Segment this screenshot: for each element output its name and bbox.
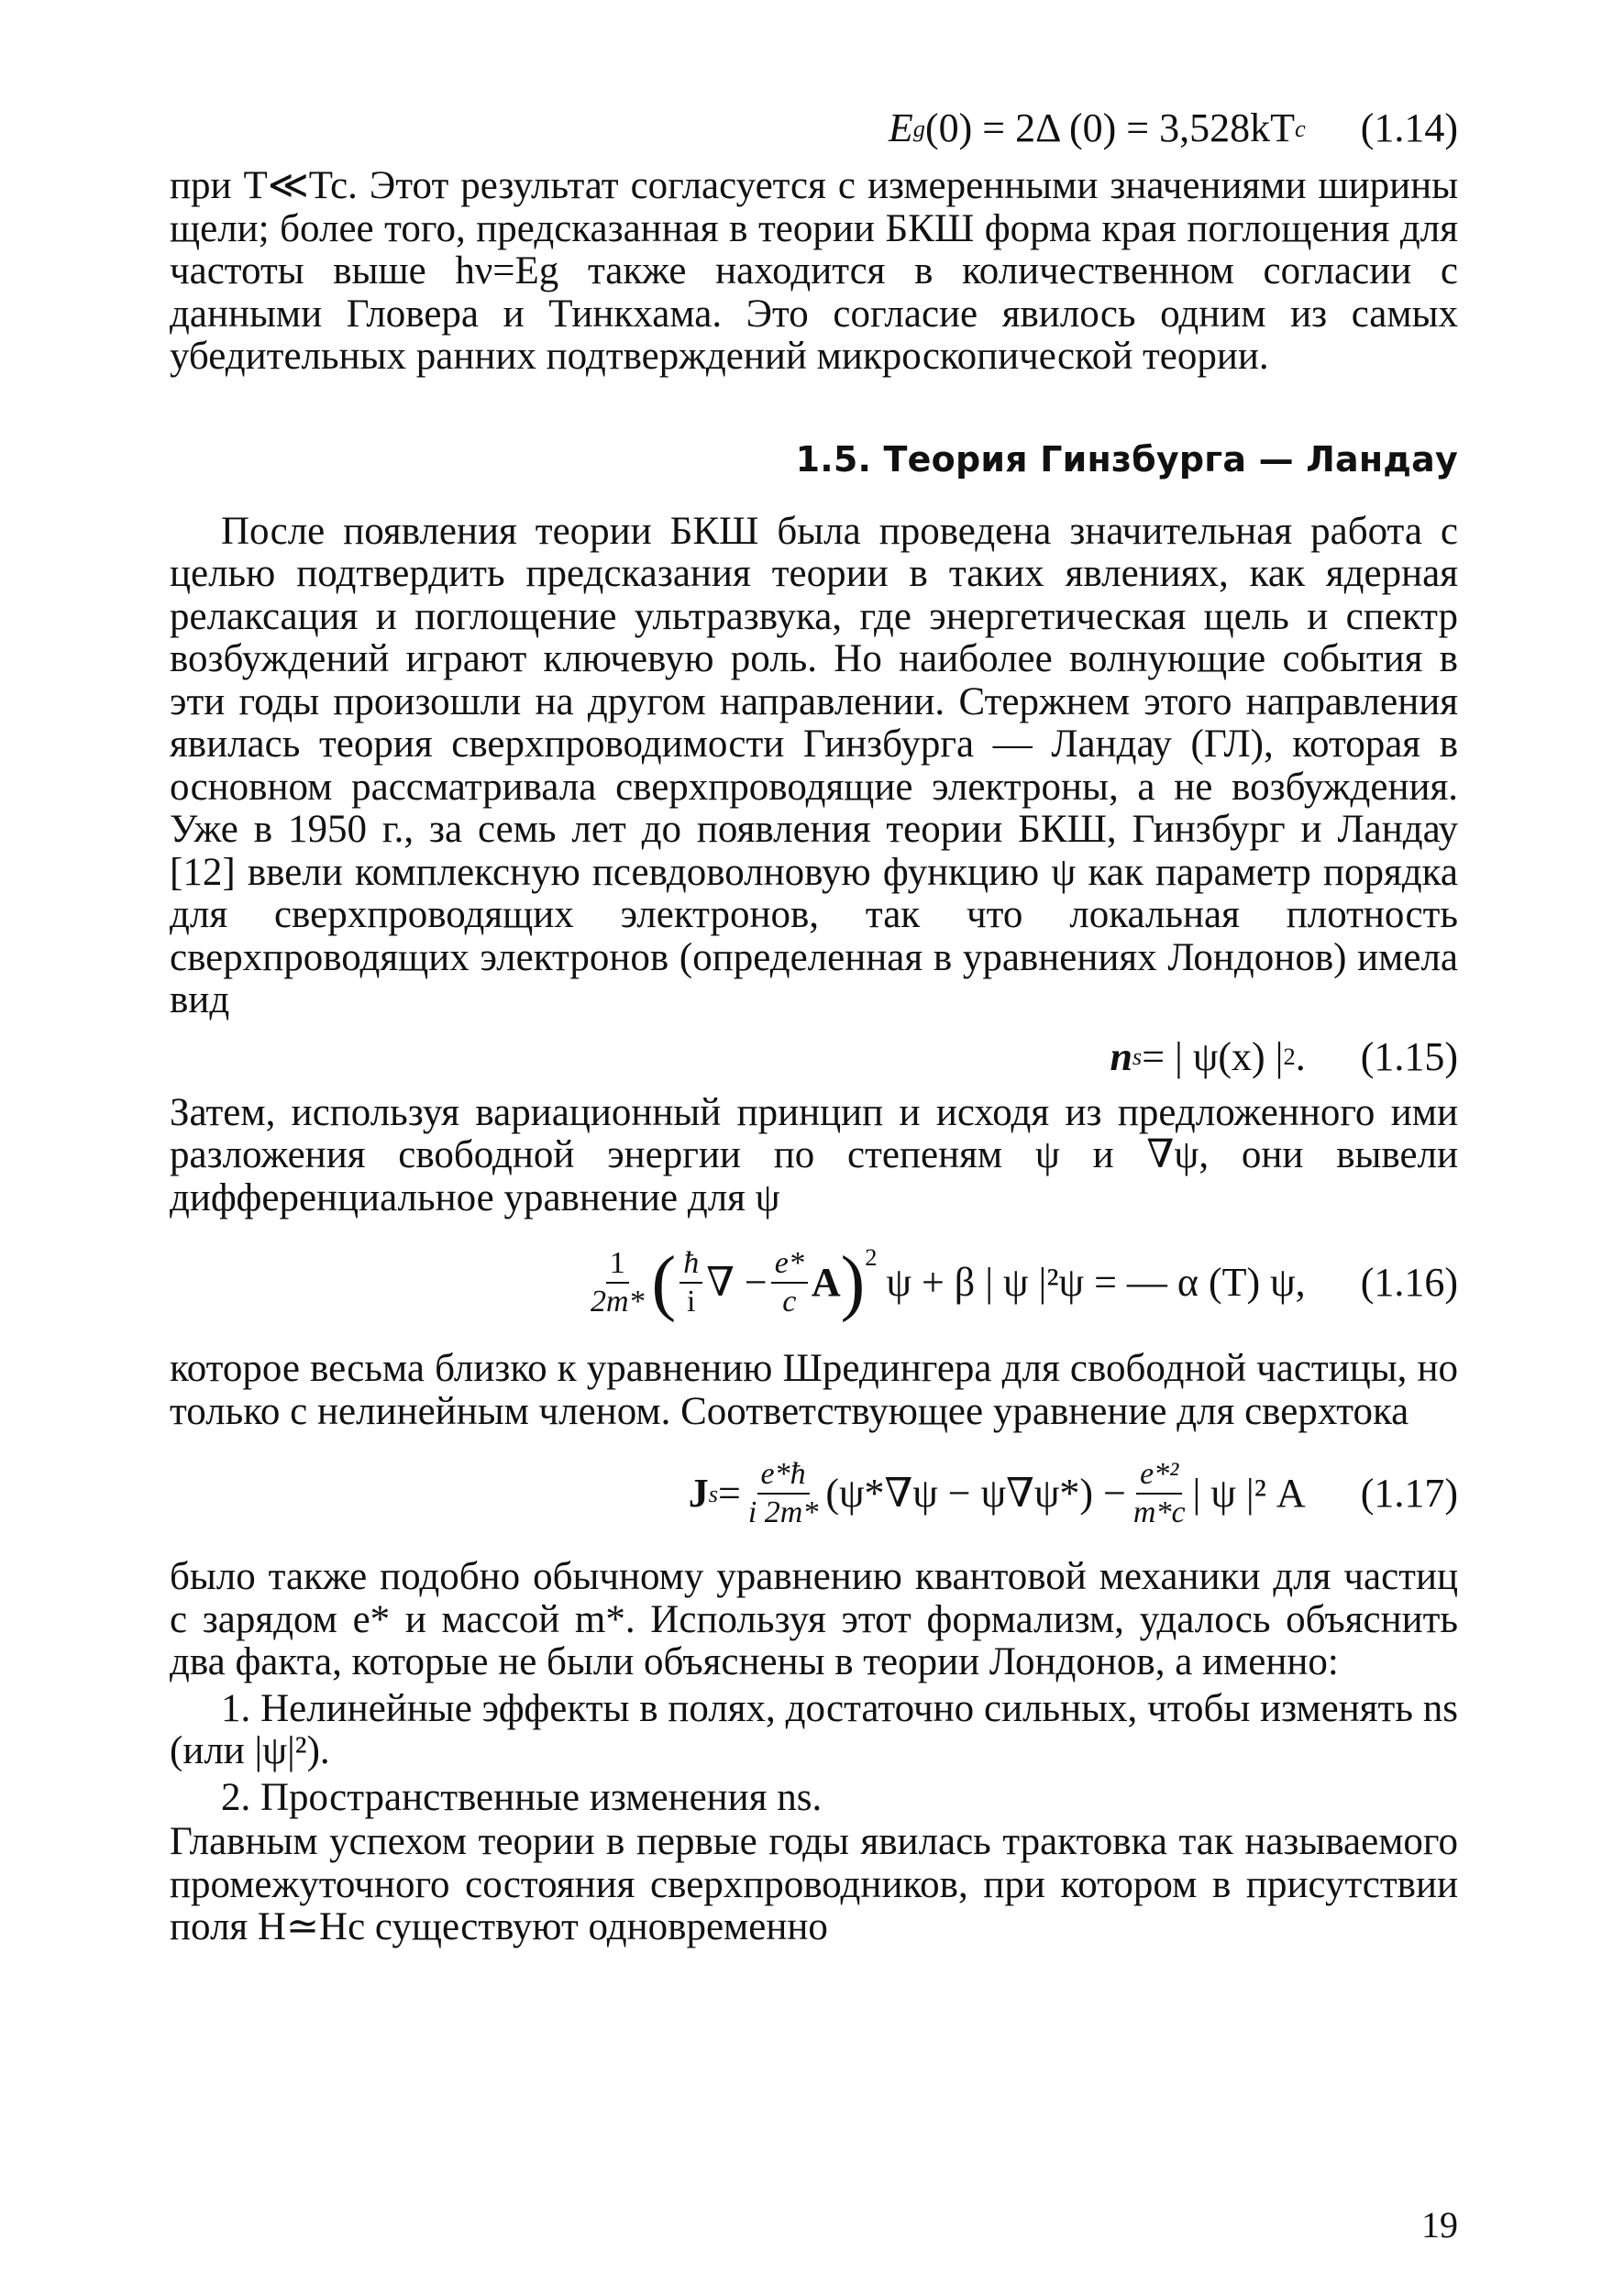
eq-1-15-lhs: n [1110,1033,1132,1079]
eq-1-15-rhs-sup: 2 [1283,1043,1296,1071]
eq-1-17-lhs-sub: s [708,1479,718,1507]
fraction: $\frac{1}{2m*}$ [590,1246,645,1319]
document-page [170,101,1458,2246]
eq-1-17-tail: | ψ |² A [1192,1471,1306,1516]
page-number: 19 [1421,2204,1458,2245]
paragraph-4: которое весьма близко к уравнению Шредингера для свободной частицы, но только с нелинейным членом. Соответствующее уравнение для сверхтока [170,1347,1458,1433]
eq-1-15-rhs: = | ψ(x) | [1142,1033,1284,1079]
eq-1-14-lhs: E [888,105,913,150]
list-item: 1. Нелинейные эффекты в полях, достаточно сильных, чтобы изменять ns (или |ψ|²). [170,1686,1458,1772]
section-heading: 1.5. Теория Гинзбурга — Ландау [795,438,1458,480]
eq-1-17-eq-sign: = [718,1471,741,1516]
fraction: $\frac{ħ}{i}$ [679,1247,702,1318]
right-paren: ) [840,1242,866,1323]
eq-1-16-mid: ∇ − [706,1260,768,1305]
paragraph-2: После появления теории БКШ была проведена значительная работа с целью подтвердить предсказания теории в таких явлениях, как ядерная релаксация и поглощение ультразвука, где энергетическая щель и спектр возбуждений играют ключевую роль. Но наиболее волнующие события в эти годы произошли на другом направлении. Стержнем этого направления явилась теория сверхпроводимости Гинзбурга — Ландау (ГЛ), которая в основном рассматривала сверхпроводящие электроны, а не возбуждения. Уже в 1950 г., за семь лет до появления теории БКШ, Гинзбург и Ландау [12] ввели комплексную псевдоволновую функцию ψ как параметр порядка для сверхпроводящих электронов, так что локальная плотность сверхпроводящих электронов (определенная в уравнениях Лондонов) имела вид [170,509,1458,1021]
left-paren: ( [651,1242,677,1323]
equation-1-14 [170,101,1458,156]
equation-number: (1.14) [1360,105,1458,150]
eq-1-17-lhs: J [688,1471,709,1516]
eq-1-15-trail: . [1295,1033,1306,1079]
paragraph-3: Затем, используя вариационный принцип и исходя из предложенного ими разложения свободной энергии по степеням ψ и ∇ψ, они вывели дифференциальное уравнение для ψ [170,1090,1458,1219]
equation-number: (1.17) [1360,1471,1458,1516]
eq-1-16-paren-sup: 2 [865,1243,878,1271]
equation-1-17 [170,1448,1458,1539]
eq-1-14-body-sub: c [1294,114,1306,142]
fraction: $\frac{e*}{c}$ [771,1247,808,1318]
eq-1-17-mid: (ψ*∇ψ − ψ∇ψ*) − [825,1471,1126,1516]
equation-number: (1.16) [1360,1260,1458,1305]
eq-1-16-rest: ψ + β | ψ |²ψ = — α (T) ψ, [886,1260,1306,1305]
equation-1-16 [170,1232,1458,1333]
paragraph-1: при T≪Tc. Этот результат согласуется с измеренными значениями ширины щели; более того, предсказанная в теории БКШ форма края поглощения для частоты выше hν=Eg также находится в количественном согласии с данными Гловера и Тинкхама. Это согласие явилось одним из самых убедительных ранних подтверждений микроскопической теории. [170,164,1458,378]
fraction: $\frac{e*ħ}{i 2m*}$ [747,1457,819,1529]
list-item: 2. Пространственные изменения ns. [221,1775,823,1819]
equation-1-15 [170,1032,1458,1083]
eq-1-14-body: (0) = 2Δ (0) = 3,528kT [924,105,1295,150]
equation-number: (1.15) [1360,1033,1458,1079]
eq-1-15-lhs-sub: s [1132,1043,1143,1071]
eq-1-16-vector-a: A [811,1260,841,1305]
paragraph-5: было также подобно обычному уравнению квантовой механики для частиц с зарядом e* и массой m*. Используя этот формализм, удалось объяснить два факта, которые не были объяснены в теории Лондонов, а именно: [170,1555,1458,1683]
paragraph-6: Главным успехом теории в первые годы явилась трактовка так называемого промежуточного состояния сверхпроводников, при котором в присутствии поля H≃Hc существуют одновременно [170,1820,1458,1948]
fraction: $\frac{\text{e*²}}{m*c}$ [1132,1457,1186,1529]
eq-1-14-lhs-sub: g [912,114,925,142]
